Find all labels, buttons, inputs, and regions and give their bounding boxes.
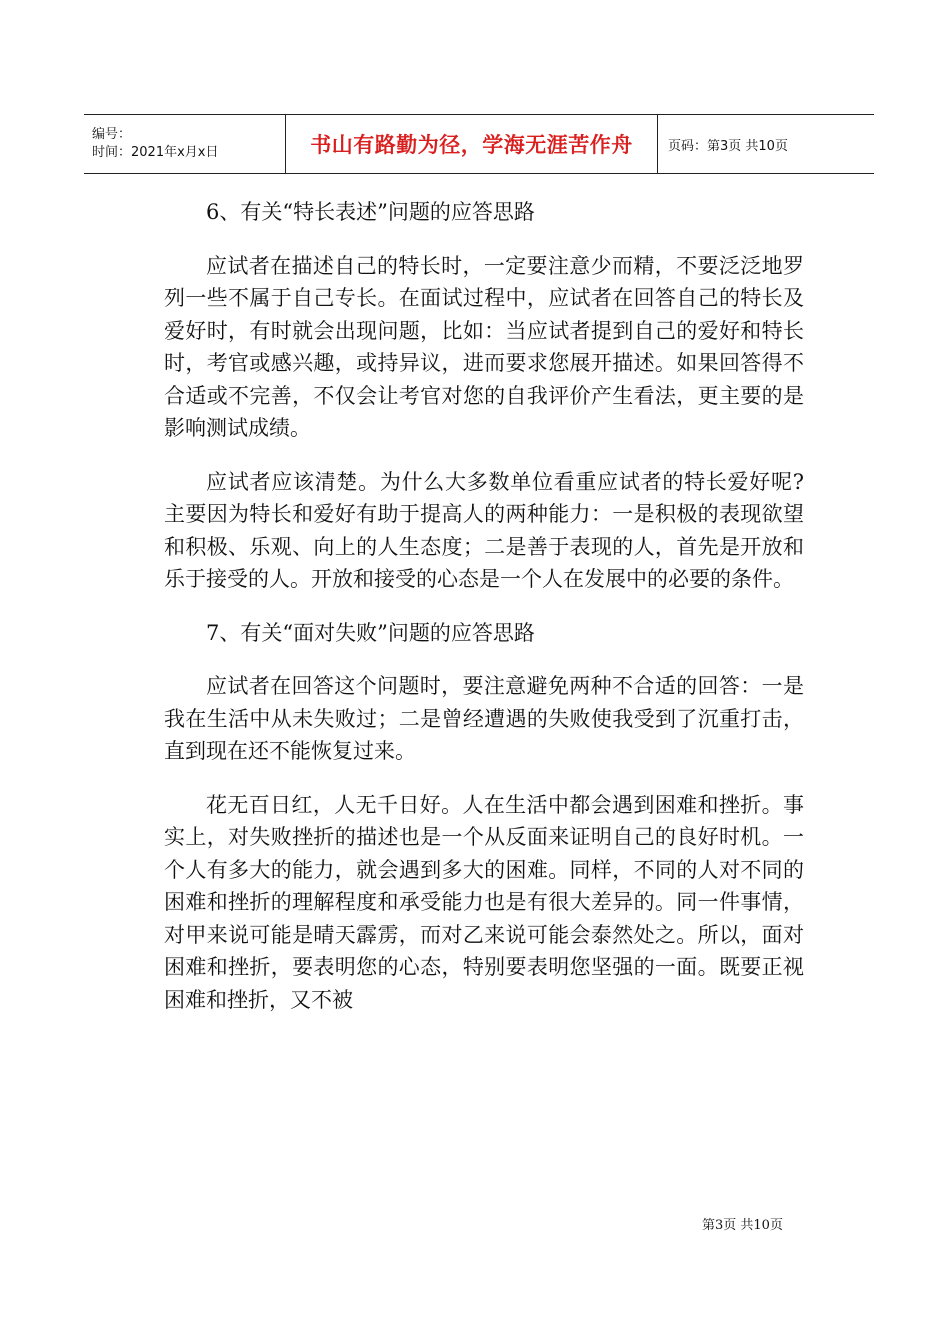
header-info-cell xyxy=(84,115,286,173)
section-heading-6: 6、有关“特长表述”问题的应答思路 xyxy=(206,200,535,224)
header-number-label: 编号： xyxy=(92,127,132,142)
header-page-code: 页码：第3页 共10页 xyxy=(668,138,788,154)
document-body xyxy=(164,196,804,1037)
paragraph-2: 应试者应该清楚。为什么大多数单位看重应试者的特长爱好呢?主要因为特长和爱好有助于提高人的两种能力：一是积极的表现欲望和积极、乐观、向上的人生态度；二是善于表现的人，首先是开放和乐于接受的人。开放和接受的心态是一个人在发展中的必要的条件。 xyxy=(164,469,804,591)
header-time-label: 时间：2021年x月x日 xyxy=(92,145,219,160)
header-motto: 书山有路勤为径，学海无涯苦作舟 xyxy=(286,115,658,173)
paragraph-4: 花无百日红，人无千日好。人在生活中都会遇到困难和挫折。事实上，对失败挫折的描述也是一个从反面来证明自己的良好时机。一个人有多大的能力，就会遇到多大的困难。同样，不同的人对不同的困难和挫折的理解程度和承受能力也是有很大差异的。同一件事情，对甲来说可能是晴天霹雳，而对乙来说可能会泰然处之。所以，面对困难和挫折，要表明您的心态，特别要表明您坚强的一面。既要正视困难和挫折，又不被 xyxy=(164,792,804,1012)
document-header xyxy=(84,114,874,174)
paragraph-1: 应试者在描述自己的特长时，一定要注意少而精，不要泛泛地罗列一些不属于自己专长。在面试过程中，应试者在回答自己的特长及爱好时，有时就会出现问题，比如：当应试者提到自己的爱好和特长时，考官或感兴趣，或持异议，进而要求您展开描述。如果回答得不合适或不完善，不仅会让考官对您的自我评价产生看法，更主要的是影响测试成绩。 xyxy=(164,253,804,440)
section-heading-7: 7、有关“面对失败”问题的应答思路 xyxy=(206,620,535,645)
page-footer: 第3页 共10页 xyxy=(702,1218,783,1233)
paragraph-3: 应试者在回答这个问题时，要注意避免两种不合适的回答：一是我在生活中从未失败过；二是曾经遭遇的失败使我受到了沉重打击，直到现在还不能恢复过来。 xyxy=(164,674,804,763)
